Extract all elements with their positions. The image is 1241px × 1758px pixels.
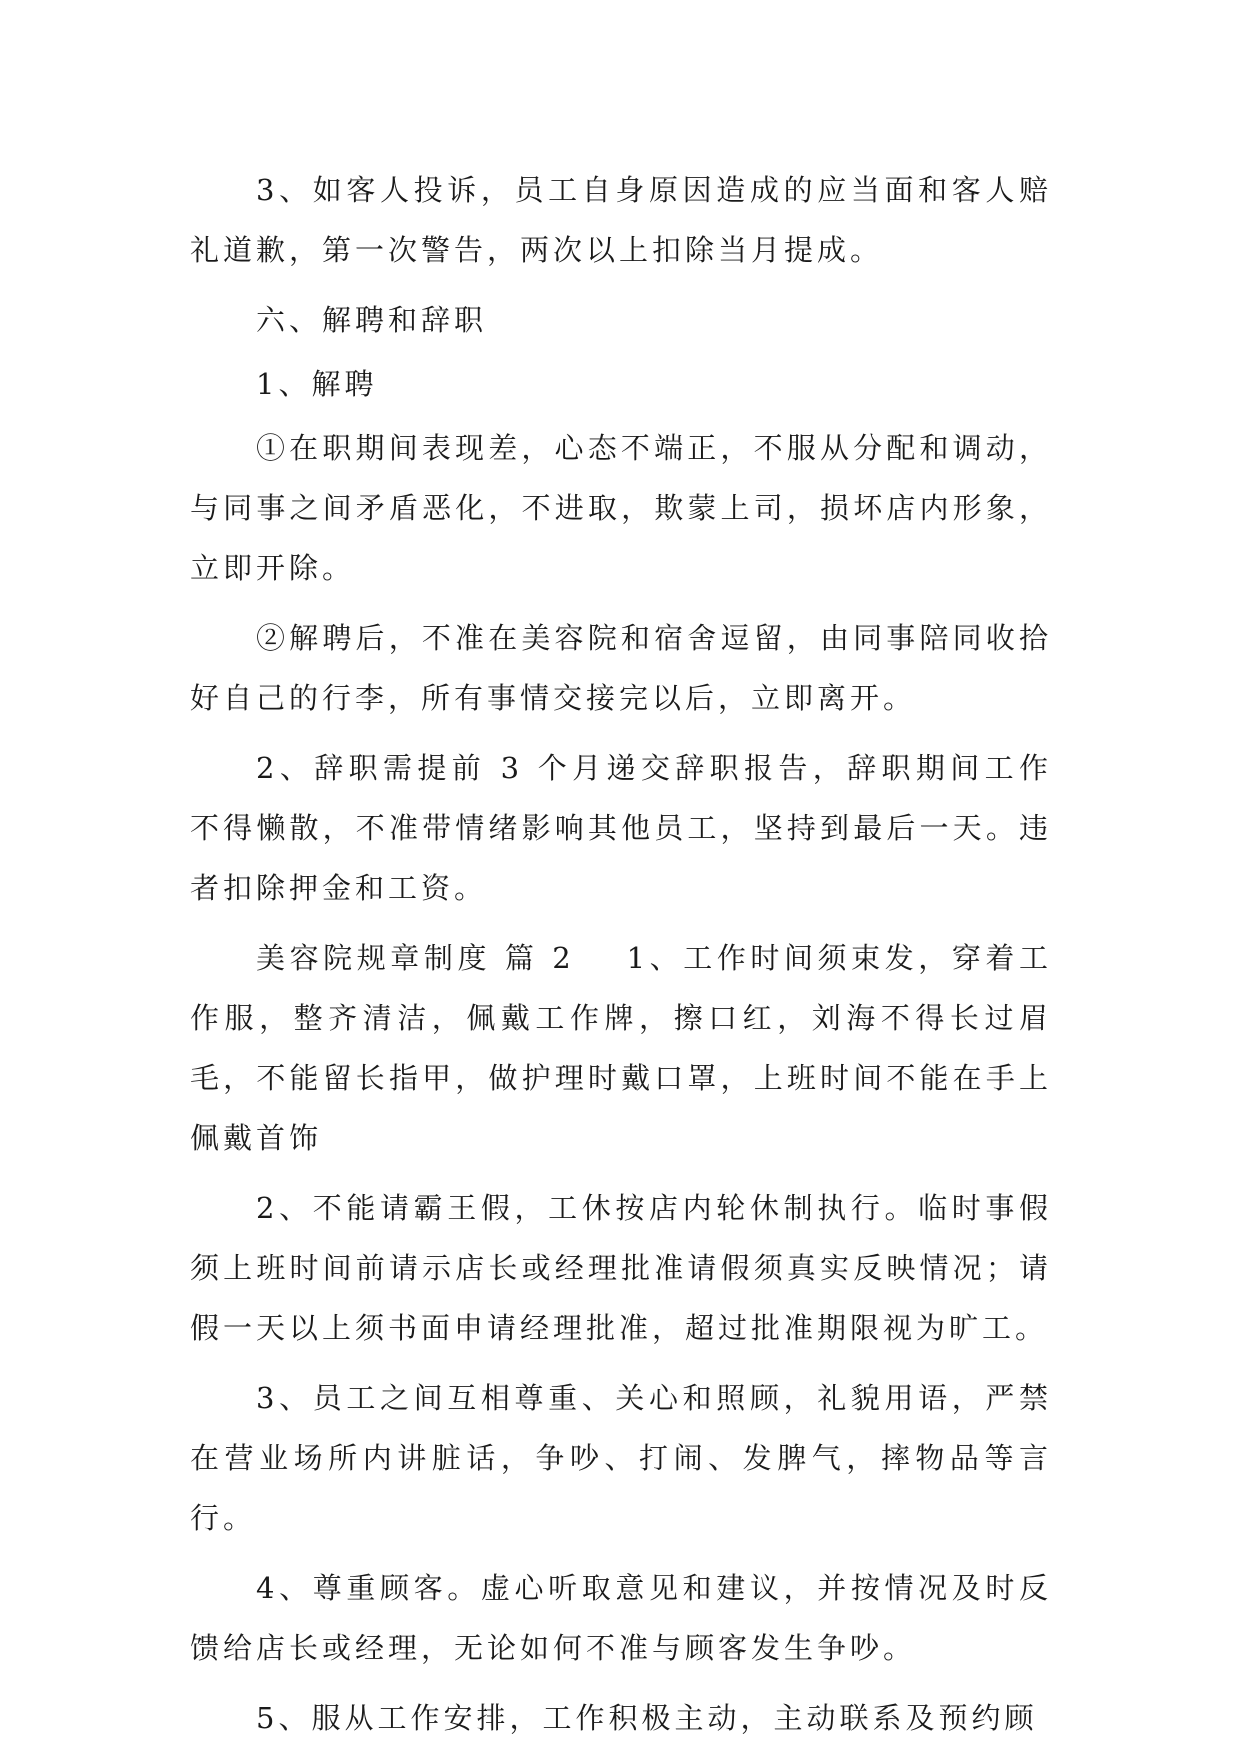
section-heading-dismissal-resignation: 六、解聘和辞职 xyxy=(256,303,488,337)
paragraph-respect-rule: 3、员工之间互相尊重、关心和照顾，礼貌用语，严禁在营业场所内讲脏话，争吵、打闹、发脾气，摔物品等言行。 xyxy=(190,1381,1052,1535)
section2-first-rule: 1、工作时间须束发，穿着工作服，整齐清洁，佩戴工作牌，擦口红，刘海不得长过眉毛，不能留长指甲，做护理时戴口罩，上班时间不能在手上佩戴首饰 xyxy=(190,941,1052,1155)
section2-title: 美容院规章制度 篇 2 xyxy=(256,941,575,975)
document-body xyxy=(190,160,1052,1758)
paragraph-section2-start xyxy=(190,928,1052,1168)
subheading-dismissal: 1、解聘 xyxy=(256,367,378,401)
paragraph-dismissal-item-1: ①在职期间表现差，心态不端正，不服从分配和调动，与同事之间矛盾恶化，不进取，欺蒙上司，损坏店内形象，立即开除。 xyxy=(190,431,1052,585)
paragraph-complaint-rule: 3、如客人投诉，员工自身原因造成的应当面和客人赔礼道歉，第一次警告，两次以上扣除当月提成。 xyxy=(190,173,1052,267)
paragraph-dismissal-item-2: ②解聘后，不准在美容院和宿舍逗留，由同事陪同收拾好自己的行李，所有事情交接完以后，立即离开。 xyxy=(190,621,1052,715)
paragraph-resignation: 2、辞职需提前 3 个月递交辞职报告，辞职期间工作不得懒散，不准带情绪影响其他员工，坚持到最后一天。违者扣除押金和工资。 xyxy=(190,751,1052,905)
paragraph-customer-rule: 4、尊重顾客。虚心听取意见和建议，并按情况及时反馈给店长或经理，无论如何不准与顾客发生争吵。 xyxy=(190,1571,1052,1665)
paragraph-work-arrangement-rule: 5、服从工作安排，工作积极主动，主动联系及预约顾 xyxy=(256,1701,1038,1735)
paragraph-leave-rule: 2、不能请霸王假，工休按店内轮休制执行。临时事假须上班时间前请示店长或经理批准请假须真实反映情况；请假一天以上须书面申请经理批准，超过批准期限视为旷工。 xyxy=(190,1191,1052,1345)
